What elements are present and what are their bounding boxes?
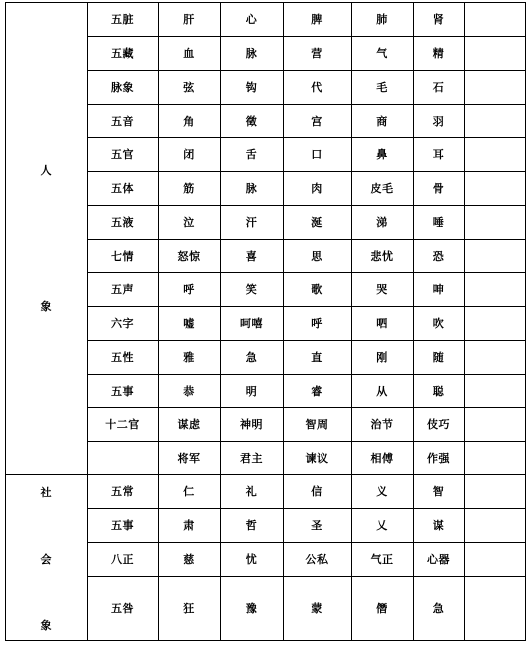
table-cell: 钩 — [245, 81, 258, 94]
row-label: 五官 — [111, 148, 134, 161]
table-cell: 恐 — [432, 249, 445, 263]
table-cell: 呼 — [311, 317, 323, 330]
table-cell: 宫 — [311, 114, 323, 128]
table-cell: 乂 — [376, 519, 388, 532]
table-cell: 呼 — [183, 283, 195, 296]
table-cell: 聪 — [432, 384, 445, 398]
table-cell: 脉 — [245, 47, 258, 60]
group-label-she-1: 社 — [40, 486, 52, 499]
table-cell: 筋 — [183, 182, 195, 195]
table-cell: 角 — [183, 114, 195, 128]
table-cell: 伎巧 — [427, 418, 450, 431]
table-cell: 心 — [245, 13, 258, 26]
table-cell: 慈 — [183, 553, 195, 566]
table-cell: 怒惊 — [177, 249, 201, 263]
table-cell: 气正 — [370, 553, 394, 566]
table-cell: 肾 — [432, 13, 445, 26]
table-cell: 气 — [376, 47, 388, 60]
row-label: 六字 — [111, 317, 134, 330]
table-cell: 呵嘻 — [240, 317, 263, 330]
table-cell: 从 — [376, 384, 388, 398]
table-cell: 舌 — [245, 148, 258, 161]
group-label-she-3: 象 — [40, 619, 52, 632]
table-cell: 思 — [311, 249, 323, 263]
row-label: 七情 — [111, 249, 134, 263]
table-cell: 呻 — [432, 283, 445, 296]
table-cell: 雅 — [183, 351, 195, 364]
row-label: 五藏 — [111, 47, 134, 60]
table-cell: 谏议 — [305, 451, 329, 465]
row-label: 五声 — [111, 283, 134, 296]
table-cell: 骨 — [432, 182, 445, 195]
table-cell: 商 — [376, 114, 388, 128]
row-label: 五性 — [111, 351, 134, 364]
table-cell: 羽 — [432, 114, 445, 128]
row-divider — [5, 640, 526, 641]
table-cell: 血 — [183, 47, 195, 60]
table-cell: 弦 — [183, 81, 195, 94]
table-cell: 脉 — [245, 182, 258, 195]
row-label: 五液 — [111, 216, 134, 229]
table-cell: 直 — [311, 351, 323, 364]
table-cell: 呬 — [376, 317, 388, 330]
table-cell: 汗 — [245, 216, 258, 229]
table-cell: 智周 — [305, 418, 329, 431]
table-cell: 口 — [311, 148, 323, 161]
table-cell: 将军 — [177, 451, 201, 465]
table-cell: 随 — [432, 351, 445, 364]
table-cell: 忧 — [245, 553, 258, 566]
table-cell: 谋 — [432, 519, 445, 532]
column-divider — [5, 2, 6, 641]
row-label: 八正 — [111, 553, 134, 566]
table-cell: 神明 — [240, 418, 263, 431]
table-cell: 肃 — [183, 519, 195, 532]
table-cell: 营 — [311, 47, 323, 60]
table-cell: 治节 — [370, 418, 394, 431]
table-cell: 谋虑 — [177, 418, 201, 431]
row-label: 脉象 — [111, 81, 134, 94]
group-label-ren-1: 人 — [40, 164, 52, 177]
table-cell: 泣 — [183, 216, 195, 229]
table-cell: 豫 — [245, 602, 258, 615]
row-label: 五事 — [111, 384, 134, 398]
row-label: 五脏 — [111, 13, 134, 26]
table-cell: 哲 — [245, 519, 258, 532]
table-cell: 明 — [245, 384, 258, 398]
row-label: 五咎 — [111, 602, 134, 615]
row-label: 五事 — [111, 519, 134, 532]
table-cell: 肉 — [311, 182, 323, 195]
table-cell: 肺 — [376, 13, 388, 26]
table-cell: 信 — [311, 485, 323, 498]
table-cell: 涕 — [376, 216, 388, 229]
table-cell: 代 — [311, 81, 323, 94]
row-label: 十二官 — [105, 418, 140, 431]
table-cell: 毛 — [376, 81, 388, 94]
row-label: 五音 — [111, 114, 134, 128]
table-cell: 闭 — [183, 148, 195, 161]
table-cell: 徵 — [245, 114, 258, 128]
table-cell: 刚 — [376, 351, 388, 364]
column-divider — [525, 2, 526, 641]
group-label-she-2: 会 — [40, 553, 52, 566]
table-cell: 心器 — [427, 553, 450, 566]
table-cell: 喜 — [245, 249, 258, 263]
table-cell: 耳 — [432, 148, 445, 161]
table-cell: 恭 — [183, 384, 195, 398]
table-cell: 涎 — [311, 216, 323, 229]
table-cell: 蒙 — [311, 602, 323, 615]
row-label: 五体 — [111, 182, 134, 195]
table-cell: 鼻 — [376, 148, 388, 161]
table-cell: 吹 — [432, 317, 445, 330]
table-cell: 嘘 — [183, 317, 195, 330]
table-cell: 义 — [376, 485, 388, 498]
table-cell: 作强 — [427, 451, 450, 465]
table-cell: 皮毛 — [370, 182, 394, 195]
table-cell: 公私 — [305, 553, 329, 566]
table-cell: 狂 — [183, 602, 195, 615]
row-label — [87, 441, 158, 474]
group-label-ren-2: 象 — [40, 300, 52, 313]
column-divider — [464, 2, 465, 641]
table-cell: 仁 — [183, 485, 195, 498]
table-cell: 圣 — [311, 519, 323, 532]
table-cell: 急 — [245, 351, 258, 364]
table-cell: 歌 — [311, 283, 323, 296]
table-cell: 僭 — [376, 602, 388, 615]
table-cell: 哭 — [376, 283, 388, 296]
table-cell: 礼 — [245, 485, 258, 498]
table-cell: 唾 — [432, 216, 445, 229]
table-cell: 悲忧 — [370, 249, 394, 263]
table-cell: 精 — [432, 47, 445, 60]
row-label: 五常 — [111, 485, 134, 498]
table-cell: 石 — [432, 81, 445, 94]
table-cell: 君主 — [240, 451, 263, 465]
table-cell: 脾 — [311, 13, 323, 26]
table-cell: 睿 — [311, 384, 323, 398]
table-cell: 肝 — [183, 13, 195, 26]
table-cell: 急 — [432, 602, 445, 615]
table-cell: 智 — [432, 485, 445, 498]
table-cell: 相傅 — [370, 451, 394, 465]
table-cell: 笑 — [245, 283, 258, 296]
